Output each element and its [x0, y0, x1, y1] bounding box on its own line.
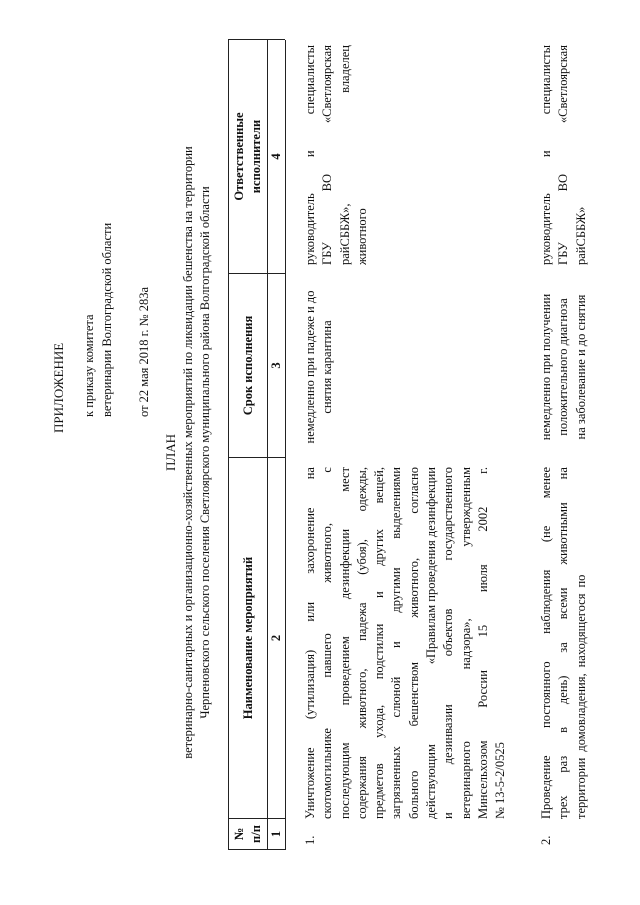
row-2-name-line	[538, 467, 555, 819]
row-2-num: 2.	[539, 835, 553, 845]
plan-title: ПЛАН	[163, 434, 178, 471]
row-2-name-word: на	[556, 467, 571, 480]
row-1-name-word: Минсельхозом	[475, 740, 490, 819]
row-1-name-word: мест	[337, 467, 352, 492]
row-1-name-word: 15	[475, 624, 490, 638]
row-2-name-line	[555, 467, 572, 819]
header-responsible: Ответственные исполнители	[232, 112, 263, 201]
row-1-name-word: животного,	[354, 668, 369, 729]
colnum-3: 3	[269, 362, 283, 369]
row-1-name-word: подстилки	[372, 623, 387, 680]
table-colnum-divider	[285, 40, 286, 850]
row-2-name-word: находящегося	[573, 593, 588, 668]
row-1-name-word: июля	[475, 564, 490, 593]
row-2-name-word: наблюдения	[539, 569, 553, 634]
row-1-name-word: загрязненных	[389, 746, 404, 819]
row-1-deadline-line: немедленно при падеже и до	[303, 290, 317, 444]
row-1-responsible-word: райСББЖ»,	[337, 203, 352, 265]
row-1-responsible-word: «Светлоярская	[320, 45, 335, 124]
row-2-responsible-word: ВО	[556, 173, 571, 192]
row-1-name-word: последующим	[337, 742, 352, 819]
row-1-name-word: № 13-5-2/0525	[493, 742, 508, 819]
appendix-title: ПРИЛОЖЕНИЕ	[51, 342, 66, 433]
row-1-responsible-word: и	[303, 150, 317, 158]
row-1-num: 1.	[303, 835, 317, 845]
row-1-responsible-line	[319, 45, 336, 265]
row-2-name-word: домовладения,	[573, 673, 588, 752]
row-2-name-word: животными	[556, 502, 571, 565]
row-1-responsible-word: ГБУ	[320, 242, 335, 265]
colnum-2: 2	[269, 634, 283, 642]
colnum-1: 1	[269, 830, 283, 838]
row-1-name-word: захоронение	[303, 507, 317, 574]
row-1-name-word: надзора»,	[458, 618, 473, 670]
table-border-top	[228, 40, 229, 850]
row-1-name-word: и	[372, 591, 387, 599]
row-1-name-word: «Правилам проведения дезинфекции	[424, 467, 439, 665]
row-1-name-word: животного,	[320, 522, 335, 583]
plan-subtitle-1: ветеринарно-санитарных и организационно-хозяйственных мероприятий по ликвидации бешенства на территории	[181, 146, 195, 759]
header-name: Наименование мероприятий	[241, 556, 255, 720]
row-1-name-line	[354, 467, 371, 819]
row-2-responsible-word: ГБУ	[556, 242, 571, 265]
row-1-responsible-word: ВО	[320, 173, 335, 192]
header-deadline: Срок исполнения	[241, 315, 255, 416]
row-1-name-line	[337, 467, 354, 819]
row-1-responsible-word: руководитель	[303, 193, 317, 265]
row-2-name	[538, 467, 590, 819]
row-2-responsible-word: и	[539, 150, 553, 158]
row-1-name-line	[406, 467, 423, 819]
row-1-name-word: или	[303, 601, 317, 622]
row-1-name-line	[302, 467, 319, 819]
row-1-name-word: другими	[389, 567, 404, 613]
row-1-name-word: 2002	[475, 506, 490, 532]
row-1-name-line	[440, 467, 457, 819]
row-2-deadline-line: немедленно при получении	[539, 293, 553, 441]
row-1-name-word: и	[389, 641, 404, 648]
row-1-deadline-line: снятия карантина	[320, 320, 335, 414]
row-1-name-line	[371, 467, 388, 819]
row-2-responsible-word: «Светлоярская	[556, 45, 571, 124]
row-1-name-word: ветеринарного	[458, 741, 473, 819]
row-2-name-word: трех	[556, 795, 571, 819]
row-1-name-word: больного	[406, 770, 421, 819]
header-num: № п/п	[232, 825, 263, 843]
row-2-responsible-line	[555, 45, 572, 265]
row-1-name-word: действующим	[424, 744, 439, 819]
row-2-name-word: менее	[539, 467, 553, 499]
row-1-name-word: (убоя),	[354, 539, 369, 575]
row-1-deadline	[302, 277, 337, 457]
row-1-name-word: и	[441, 812, 456, 819]
colnum-4: 4	[269, 153, 283, 160]
row-1-name-word: животного,	[406, 557, 421, 618]
row-1-responsible-line	[337, 45, 354, 265]
row-1-name-word: с	[320, 467, 335, 473]
row-1-name-word: павшего	[320, 633, 335, 678]
row-1-name-word: Уничтожение	[303, 747, 317, 819]
row-1-name-word: вещей,	[372, 467, 387, 504]
row-1-name-word: утвержденным	[458, 467, 473, 547]
row-1-name-word: слюной	[389, 676, 404, 718]
appendix-line1: к приказу комитета	[82, 314, 96, 417]
row-1-responsible-line	[302, 45, 319, 265]
row-2-responsible-line	[538, 45, 555, 265]
row-2-responsible	[538, 45, 590, 265]
row-2-deadline-line: положительного диагноза	[556, 298, 571, 436]
row-1-name-word: одежды,	[354, 467, 369, 512]
row-1-name-line	[458, 467, 475, 819]
row-1-name-word: г.	[475, 467, 490, 474]
row-1-responsible-word: владелец	[337, 45, 352, 93]
row-2-deadline	[538, 277, 590, 457]
row-1-name-word: объектов	[441, 608, 456, 657]
row-1-name-word: падежа	[354, 602, 369, 641]
row-1-name-word: (утилизация)	[303, 649, 317, 720]
row-1-name-word: ухода,	[372, 704, 387, 738]
row-2-name-word: всеми	[556, 587, 571, 620]
row-1-responsible-word: животного	[354, 208, 369, 265]
row-1-responsible-word: специалисты	[303, 45, 317, 115]
row-1-name-word: содержания	[354, 756, 369, 819]
row-1-responsible	[302, 45, 371, 265]
row-2-responsible-word: специалисты	[539, 45, 553, 115]
row-1-name-line	[492, 467, 509, 819]
row-2-name-word: раз	[556, 755, 571, 773]
row-2-name-word: по	[573, 574, 588, 588]
row-1-name-word: согласно	[406, 467, 421, 514]
row-1-name-line	[388, 467, 405, 819]
row-1-name-word: дезинфекции	[337, 528, 352, 600]
row-2-name-word: (не	[539, 525, 553, 543]
row-1-name-word: государственного	[441, 467, 456, 561]
row-2-deadline-line: на заболевание и до снятия	[573, 294, 588, 440]
plan-subtitle-2: Черпеновского сельского поселения Светлоярского муниципального района Волгоградской области	[198, 186, 212, 719]
row-1-name-word: скотомогильнике	[320, 728, 335, 819]
row-1-name-word: проведением	[337, 636, 352, 706]
row-2-name-word: в	[556, 727, 571, 733]
row-2-name-word: за	[556, 642, 571, 653]
row-2-name-word: постоянного	[539, 661, 553, 728]
row-1-responsible-line	[354, 45, 371, 265]
row-2-name-word: Проведение	[539, 755, 553, 819]
row-1-name-word: предметов	[372, 763, 387, 819]
appendix-line2: ветеринарии Волгоградской области	[100, 222, 114, 417]
row-2-name-line	[573, 467, 590, 819]
row-1-name-line	[423, 467, 440, 819]
row-1-name-line	[475, 467, 492, 819]
table-border-left	[228, 849, 285, 850]
row-2-responsible-word: руководитель	[539, 193, 553, 265]
appendix-date: от 22 мая 2018 г. № 283а	[137, 287, 151, 417]
row-2-name-word: день)	[556, 675, 571, 705]
row-1-name-word: выделениями	[389, 467, 404, 539]
row-1-name-word: дезинвазии	[441, 704, 456, 765]
row-1-name-word: бешенством	[406, 661, 421, 727]
row-2-responsible-word: райСББЖ»	[573, 206, 588, 265]
row-2-responsible-line	[573, 45, 590, 265]
row-1-name-line	[319, 467, 336, 819]
row-2-name-word: территории	[573, 757, 588, 819]
row-1-name	[302, 467, 510, 819]
row-1-name-word: других	[372, 528, 387, 566]
row-1-name-word: на	[303, 467, 317, 480]
row-1-name-word: России	[475, 670, 490, 708]
